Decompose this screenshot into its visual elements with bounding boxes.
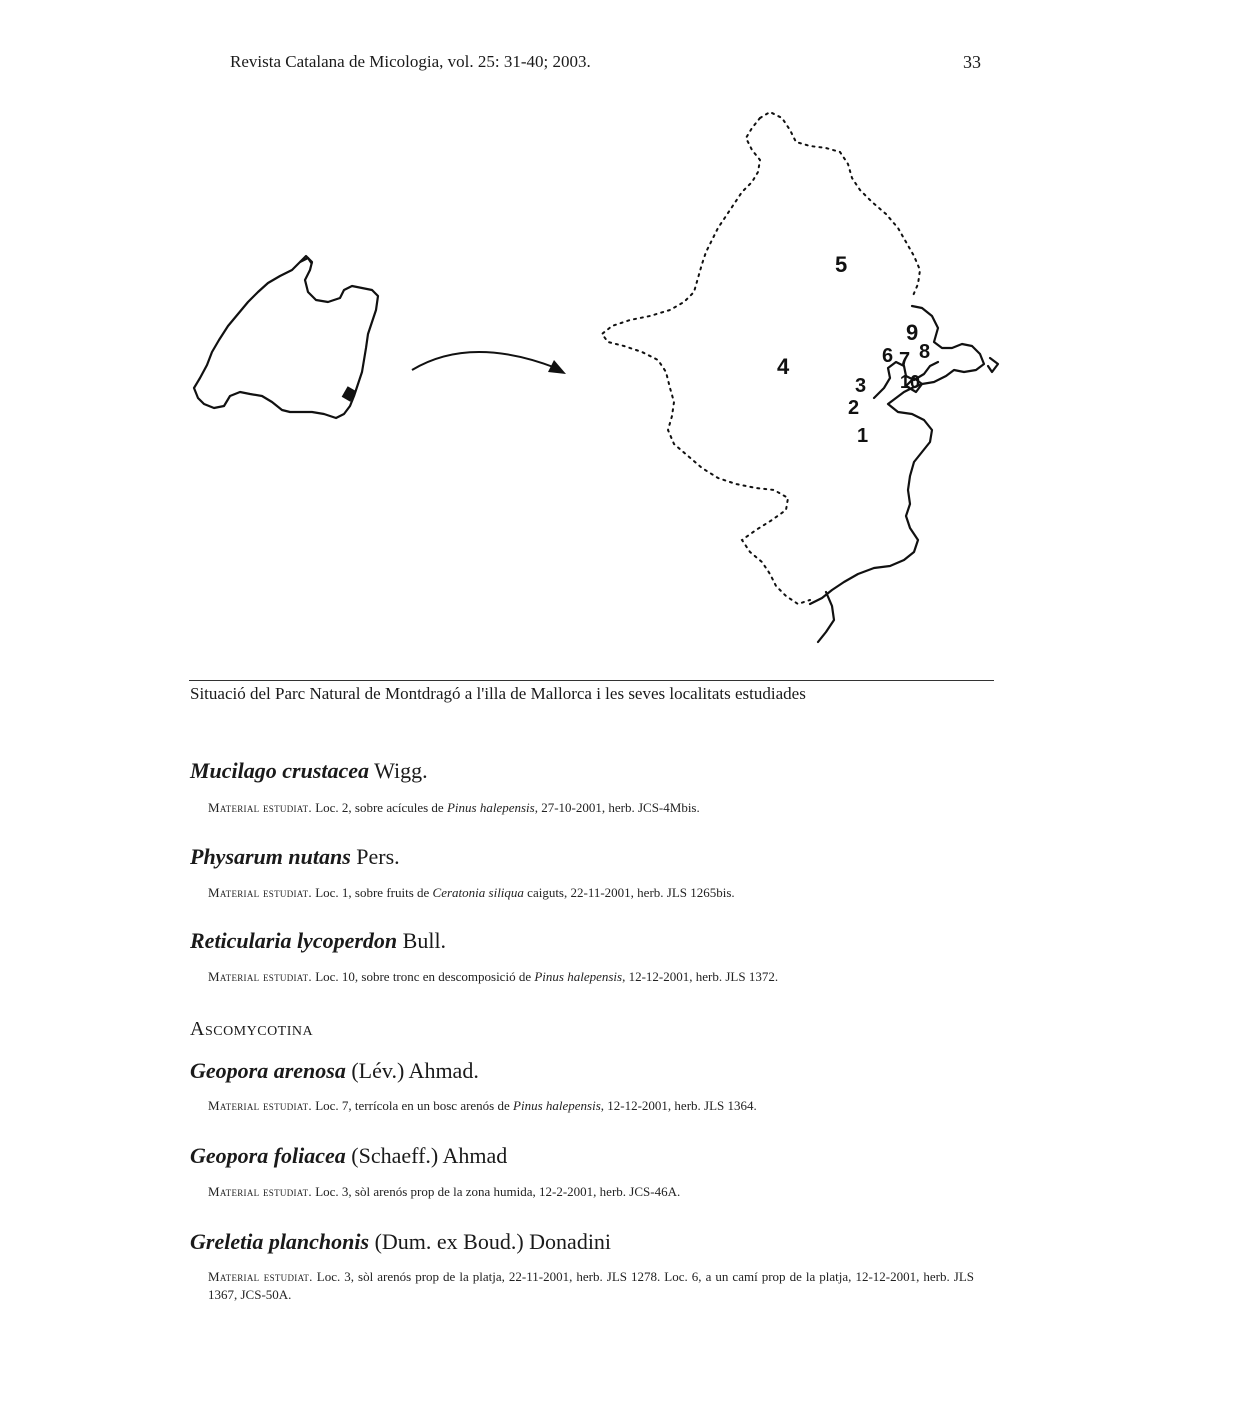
species-author: (Dum. ex Boud.) Donadini xyxy=(374,1229,612,1254)
location-map-figure xyxy=(0,0,1245,680)
material-text: Loc. 7, terrícola en un bosc arenós de xyxy=(315,1098,514,1113)
material-text: Loc. 2, sobre acícules de xyxy=(315,800,447,815)
species-name: Reticularia lycoperdon xyxy=(190,928,398,953)
species-heading xyxy=(190,1229,611,1255)
material-label: Material estudiat. xyxy=(208,800,312,815)
caption-rule xyxy=(189,680,994,681)
species-author: Wigg. xyxy=(374,758,428,783)
figure-caption: Situació del Parc Natural de Montdragó a l'illa de Mallorca i les seves localitats estudiades xyxy=(190,684,806,703)
locality-label-2: 2 xyxy=(848,397,860,419)
host-name: Ceratonia siliqua xyxy=(432,885,524,900)
material-studied xyxy=(208,1268,974,1304)
locality-label-6: 6 xyxy=(882,345,894,367)
species-heading xyxy=(190,928,446,954)
material-studied xyxy=(208,884,988,902)
material-text: Loc. 10, sobre tronc en descomposició de xyxy=(315,969,535,984)
species-author: Pers. xyxy=(356,844,400,869)
locality-label-8: 8 xyxy=(919,341,931,363)
park-location-marker xyxy=(342,386,357,401)
locality-label-4: 4 xyxy=(777,354,790,379)
material-text: Loc. 3, sòl arenós prop de la zona humida, 12-2-2001, herb. JCS-46A. xyxy=(315,1184,681,1199)
species-heading xyxy=(190,1143,507,1169)
material-text-end: caiguts, 22-11-2001, herb. JLS 1265bis. xyxy=(523,885,735,900)
arrow-icon xyxy=(412,352,566,374)
material-studied xyxy=(208,799,988,817)
locality-label-3: 3 xyxy=(855,375,867,397)
species-heading xyxy=(190,844,400,870)
species-name: Greletia planchonis xyxy=(190,1229,370,1254)
material-studied xyxy=(208,968,988,986)
material-label: Material estudiat. xyxy=(208,1269,313,1284)
species-name: Geopora foliacea xyxy=(190,1143,346,1168)
material-text: Loc. 1, sobre fruits de xyxy=(315,885,433,900)
material-studied xyxy=(208,1097,988,1115)
material-label: Material estudiat. xyxy=(208,885,312,900)
species-author: (Lév.) Ahmad. xyxy=(351,1058,479,1083)
species-name: Geopora arenosa xyxy=(190,1058,346,1083)
material-studied xyxy=(208,1183,988,1201)
locality-label-1: 1 xyxy=(857,425,869,447)
material-text: Loc. 3, sòl arenós prop de la platja, 22-11-2001, herb. JLS 1278. Loc. 6, a un camí prop de la platja, 12-12-2001, herb. JLS 1367, JCS-50A. xyxy=(208,1269,974,1302)
host-name: Pinus halepensis xyxy=(513,1098,601,1113)
running-header: Revista Catalana de Micologia, vol. 25: 31-40; 2003. xyxy=(230,52,591,71)
material-text-end: , 12-12-2001, herb. JLS 1372. xyxy=(622,969,779,984)
species-author: Bull. xyxy=(402,928,447,953)
locality-label-7: 7 xyxy=(899,349,911,371)
host-name: Pinus halepensis xyxy=(446,800,535,815)
species-author: (Schaeff.) Ahmad xyxy=(351,1143,508,1168)
material-label: Material estudiat. xyxy=(208,1184,312,1199)
host-name: Pinus halepensis xyxy=(534,969,623,984)
locality-label-5: 5 xyxy=(835,252,848,277)
section-heading: Ascomycotina xyxy=(190,1018,314,1040)
locality-label-10: 10 xyxy=(900,372,921,392)
material-label: Material estudiat. xyxy=(208,969,312,984)
page-number: 33 xyxy=(963,52,981,72)
locality-label-9: 9 xyxy=(906,320,919,345)
park-boundary-dotted xyxy=(602,112,920,604)
material-label: Material estudiat. xyxy=(208,1098,312,1113)
material-text-end: , 12-12-2001, herb. JLS 1364. xyxy=(600,1098,757,1113)
species-heading xyxy=(190,1058,479,1084)
species-name: Mucilago crustacea xyxy=(190,758,370,783)
species-heading xyxy=(190,758,428,784)
locality-labels xyxy=(777,252,930,447)
species-name: Physarum nutans xyxy=(190,844,351,869)
material-text-end: , 27-10-2001, herb. JCS-4Mbis. xyxy=(534,800,700,815)
